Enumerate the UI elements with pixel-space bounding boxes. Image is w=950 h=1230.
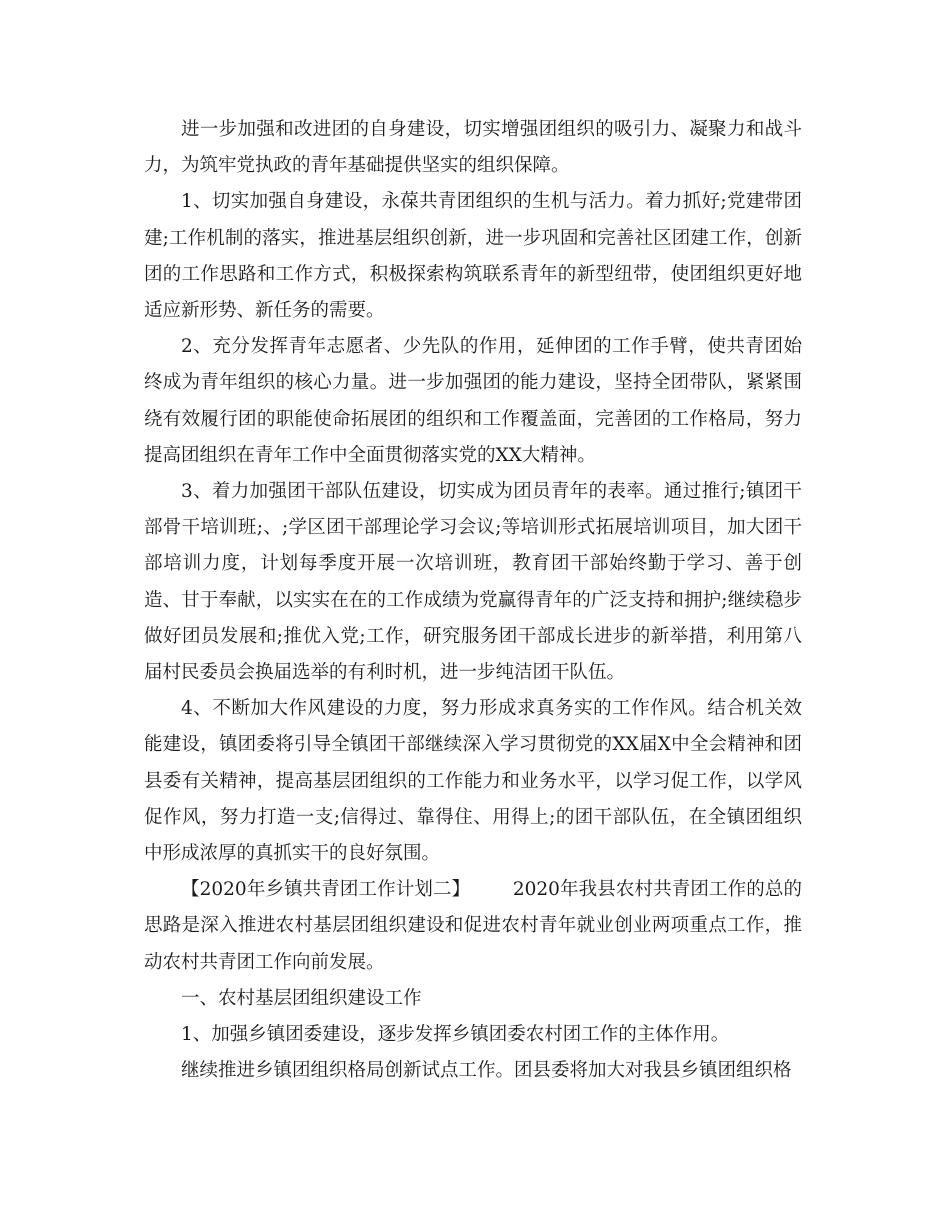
paragraph-plan-two <box>144 872 802 981</box>
heading-grassroots-organization: 一、农村基层团组织建设工作 <box>181 987 422 1009</box>
paragraph-subitem-1-text: 继续推进乡镇团组织格局创新试点工作。团县委将加大对我县乡镇团组织格 <box>181 1060 792 1082</box>
section-intro: 2020年我县农村共青团工作的总的思路是深入推进农村基层团组织建设和促进农村青年就业创业两项重点工作，推动农村共青团工作向前发展。 <box>144 879 802 973</box>
section-title: 【2020年乡镇共青团工作计划二】 <box>181 879 471 901</box>
paragraph-item-4: 4、不断加大作风建设的力度，努力形成求真务实的工作作风。结合机关效能建设，镇团委将引导全镇团干部继续深入学习贯彻党的XX届X中全会精神和团县委有关精神，提高基层团组织的工作能力和业务水平，以学习促工作，以学风促作风，努力打造一支;信得过、靠得住、用得上;的团干部队伍，在全镇团组织中形成浓厚的真抓实干的良好氛围。 <box>144 698 802 865</box>
paragraph-intro: 进一步加强和改进团的自身建设，切实增强团组织的吸引力、凝聚力和战斗力，为筑牢党执政的青年基础提供坚实的组织保障。 <box>144 119 802 177</box>
paragraph-subitem-1: 1、加强乡镇团委建设，逐步发挥乡镇团委农村团工作的主体作用。 <box>181 1024 730 1046</box>
paragraph-item-3: 3、着力加强团干部队伍建设，切实成为团员青年的表率。通过推行;镇团干部骨干培训班;、;学区团干部理论学习会议;等培训形式拓展培训项目，加大团干部培训力度，计划每季度开展一次培训班，教育团干部始终勤于学习、善于创造、甘于奉献，以实实在在的工作成绩为党赢得青年的广泛支持和拥护;继续稳步做好团员发展和;推优入党;工作，研究服务团干部成长进步的新举措，利用第八届村民委员会换届选举的有利时机，进一步纯洁团干队伍。 <box>144 481 802 684</box>
paragraph-item-1: 1、切实加强自身建设，永葆共青团组织的生机与活力。着力抓好;党建带团建;工作机制的落实，推进基层组织创新，进一步巩固和完善社区团建工作，创新团的工作思路和工作方式，积极探索构筑联系青年的新型纽带，使团组织更好地适应新形势、新任务的需要。 <box>144 191 802 322</box>
paragraph-item-2: 2、充分发挥青年志愿者、少先队的作用，延伸团的工作手臂，使共青团始终成为青年组织的核心力量。进一步加强团的能力建设，坚持全团带队，紧紧围绕有效履行团的职能使命拓展团的组织和工作覆盖面，完善团的工作格局，努力提高团组织在青年工作中全面贯彻落实党的XX大精神。 <box>144 336 802 466</box>
